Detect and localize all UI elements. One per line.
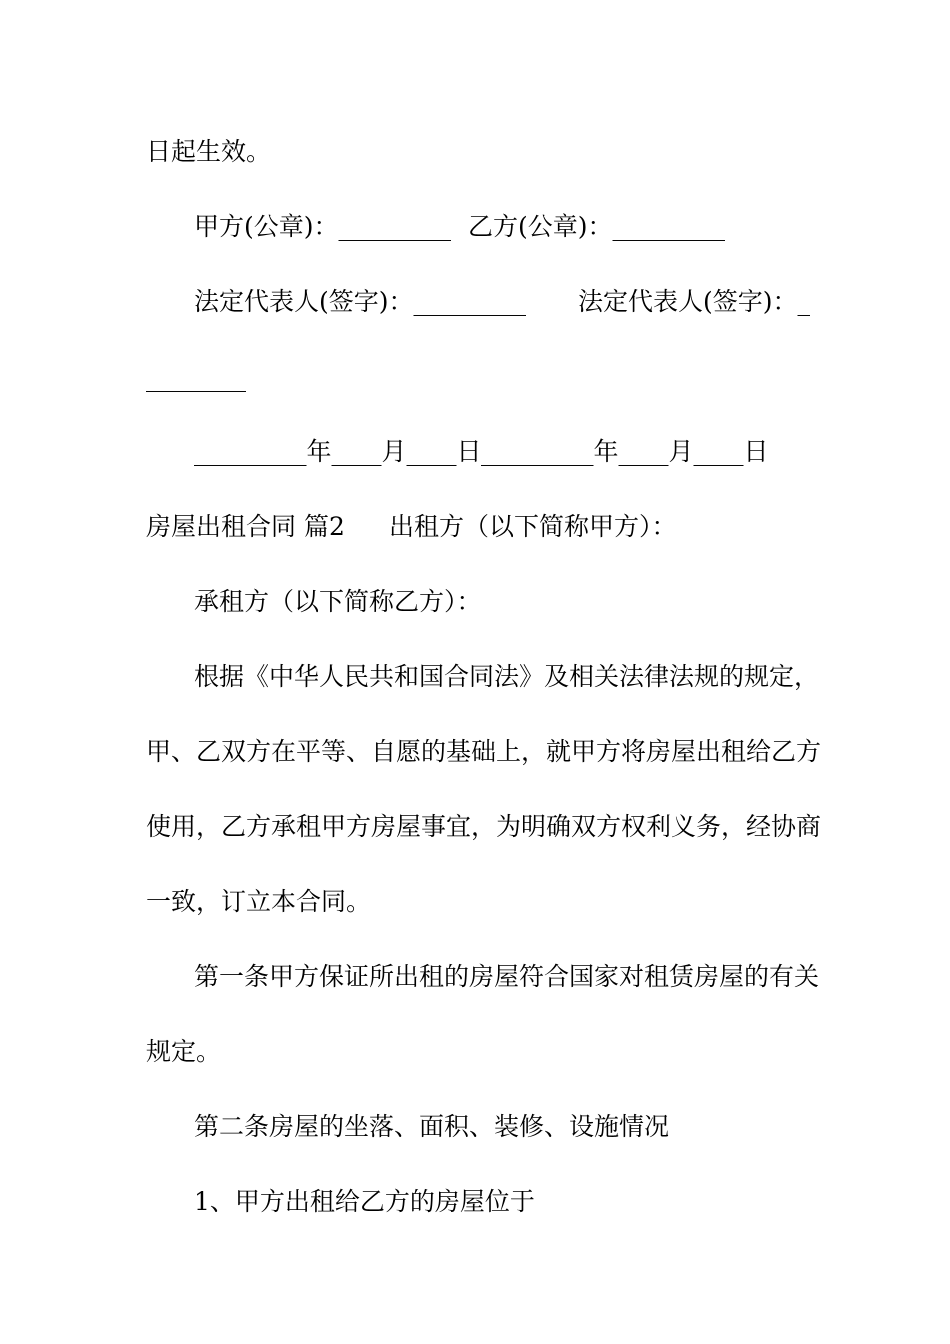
- text-line: [0, 957, 950, 997]
- seal-line: [0, 207, 950, 247]
- text-line: [0, 732, 950, 772]
- party-b-date-field: _________年____月____日: [481, 437, 769, 466]
- date-line: [0, 432, 950, 472]
- text-line: [0, 1032, 950, 1072]
- party-b-seal-field: 乙方(公章)：_________: [468, 212, 726, 241]
- party-a-date-field: _________年____月____日: [194, 437, 482, 466]
- lessor-label: 出租方（以下简称甲方）：: [389, 512, 677, 541]
- signature-line: [0, 282, 950, 322]
- party-a-seal-field: 甲方(公章)：_________: [194, 212, 452, 241]
- party-b-representative-field: 法定代表人(签字)：_: [578, 287, 811, 316]
- lessee-label: 承租方（以下简称乙方）：: [194, 587, 482, 616]
- article-one-text: 第一条甲方保证所出租的房屋符合国家对租赁房屋的有关: [194, 962, 820, 991]
- text-line: [0, 882, 950, 922]
- article-one-text: 规定。: [146, 1037, 222, 1066]
- text-line: [0, 1182, 950, 1222]
- text-line: [0, 1107, 950, 1147]
- contract-title: 房屋出租合同 篇2: [146, 512, 345, 541]
- paragraph-text: 一致，订立本合同。: [146, 887, 372, 916]
- text-line: [0, 132, 950, 172]
- text-line: [0, 657, 950, 697]
- contract-heading-line: [0, 507, 950, 547]
- effective-date-text: 日起生效。: [146, 137, 272, 166]
- paragraph-text: 根据《中华人民共和国合同法》及相关法律法规的规定，: [194, 662, 820, 691]
- party-b-representative-blank: ________: [146, 363, 246, 392]
- text-line: [0, 807, 950, 847]
- paragraph-text: 使用，乙方承租甲方房屋事宜，为明确双方权利义务，经协商: [146, 812, 822, 841]
- signature-continuation-line: [0, 358, 950, 398]
- party-a-representative-field: 法定代表人(签字)：_________: [194, 287, 527, 316]
- text-line: [0, 582, 950, 622]
- article-two-heading: 第二条房屋的坐落、面积、装修、设施情况: [194, 1112, 670, 1141]
- article-two-item-one: 1、甲方出租给乙方的房屋位于: [194, 1187, 535, 1216]
- paragraph-text: 甲、乙双方在平等、自愿的基础上，就甲方将房屋出租给乙方: [146, 737, 822, 766]
